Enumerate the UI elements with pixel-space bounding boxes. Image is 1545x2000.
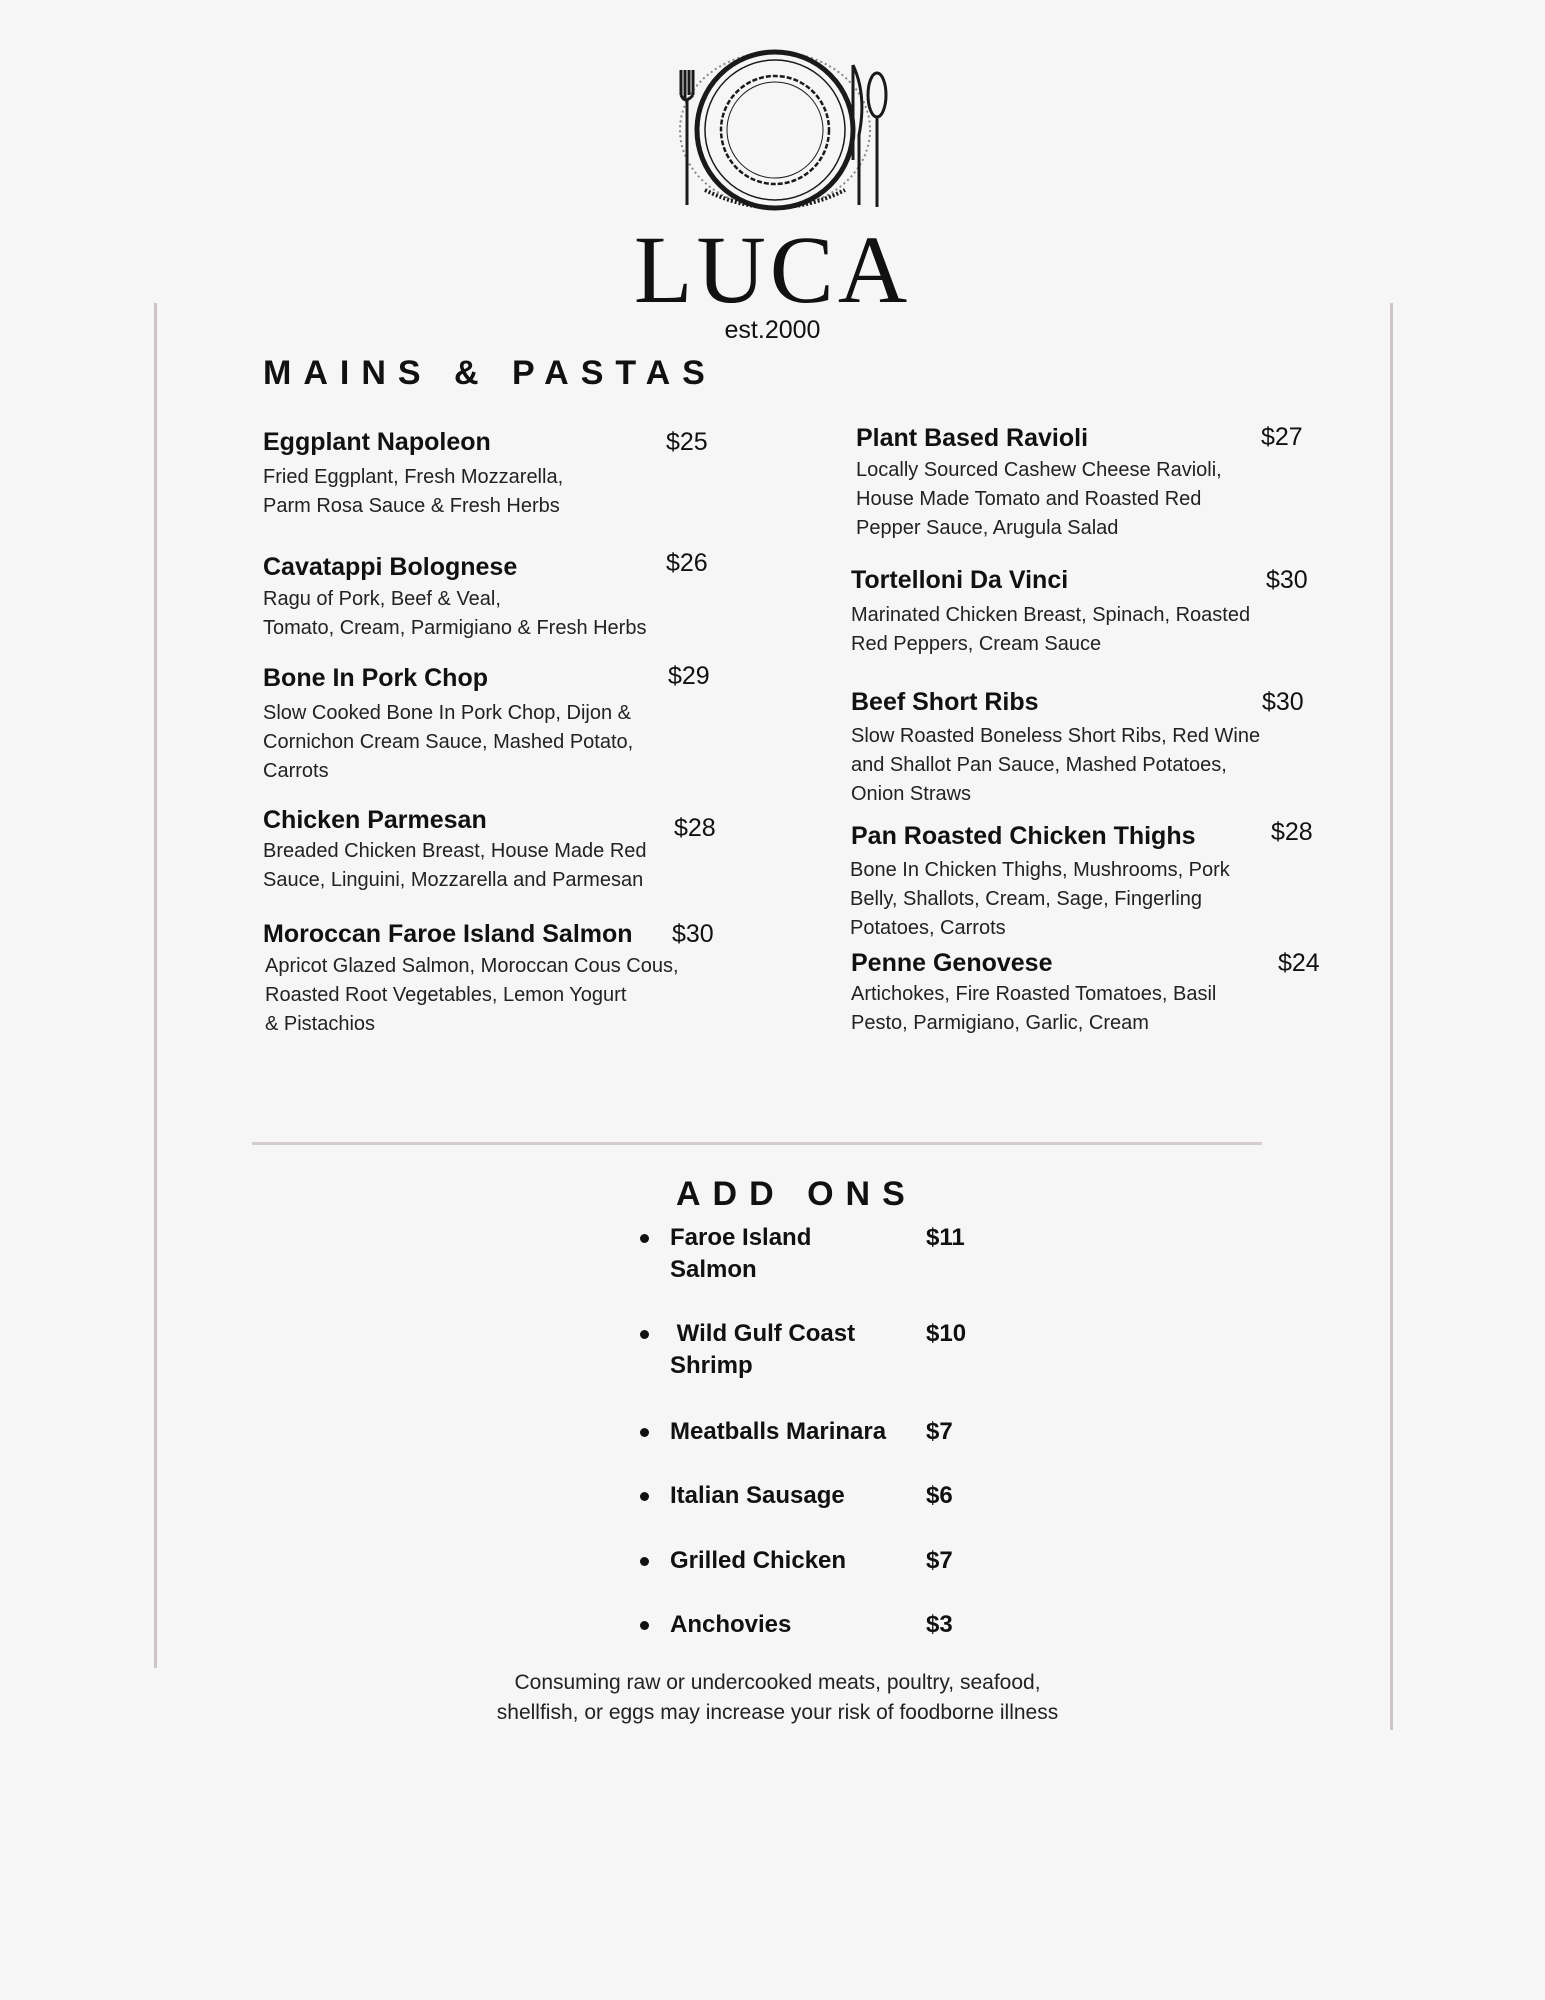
menu-item-description: Ragu of Pork, Beef & Veal, Tomato, Cream, Parmigiano & Fresh Herbs xyxy=(263,588,647,639)
menu-item-name: Chicken Parmesan xyxy=(263,806,487,834)
menu-item-price: $24 xyxy=(1278,949,1320,977)
menu-item-description: Bone In Chicken Thighs, Mushrooms, Pork Belly, Shallots, Cream, Sage, Fingerling Potatoes, Carrots xyxy=(850,859,1230,939)
addon-name: Meatballs Marinara xyxy=(670,1418,887,1445)
addons-title: ADD ONS xyxy=(676,1175,917,1213)
menu-item-description: Fried Eggplant, Fresh Mozzarella, Parm Rosa Sauce & Fresh Herbs xyxy=(263,466,564,517)
brand-name: LUCA xyxy=(633,216,912,323)
menu-item-price: $26 xyxy=(666,549,708,577)
menu-item-name: Tortelloni Da Vinci xyxy=(851,566,1069,594)
bullet-icon xyxy=(640,1330,649,1339)
section-divider xyxy=(252,1142,1262,1145)
menu-item-description: Locally Sourced Cashew Cheese Ravioli, House Made Tomato and Roasted Red Pepper Sauce, Arugula Salad xyxy=(856,459,1222,539)
addon-price: $7 xyxy=(926,1418,953,1445)
addon-name: Anchovies xyxy=(670,1611,792,1638)
menu-item-price: $28 xyxy=(1271,818,1313,846)
plate-cutlery-logo xyxy=(655,40,895,220)
bullet-icon xyxy=(640,1428,649,1437)
bullet-icon xyxy=(640,1234,649,1243)
addon-price: $10 xyxy=(926,1320,967,1347)
menu-item-name: Moroccan Faroe Island Salmon xyxy=(263,920,633,948)
menu-item-price: $30 xyxy=(672,920,714,948)
bullet-icon xyxy=(640,1492,649,1501)
mains-title: MAINS & PASTAS xyxy=(263,354,717,392)
menu-item-price: $25 xyxy=(666,428,708,456)
menu-item-name: Bone In Pork Chop xyxy=(263,664,488,692)
menu-item-description: Slow Cooked Bone In Pork Chop, Dijon & Cornichon Cream Sauce, Mashed Potato, Carrots xyxy=(263,702,634,782)
addon-item xyxy=(640,1545,1000,1615)
addon-item xyxy=(640,1416,1000,1486)
menu-item-price: $29 xyxy=(668,662,710,690)
addon-item xyxy=(640,1318,1000,1388)
menu-item-name: Pan Roasted Chicken Thighs xyxy=(851,822,1196,850)
menu-item-name: Plant Based Ravioli xyxy=(856,424,1089,452)
addon-name: Faroe Island Salmon xyxy=(670,1224,812,1283)
bullet-icon xyxy=(640,1557,649,1566)
bullet-icon xyxy=(640,1621,649,1630)
menu-item-name: Cavatappi Bolognese xyxy=(263,553,518,581)
health-disclaimer: Consuming raw or undercooked meats, poultry, seafood, shellfish, or eggs may increase your risk of foodborne illness xyxy=(496,1671,1059,1724)
menu-item-description: Apricot Glazed Salmon, Moroccan Cous Cous, Roasted Root Vegetables, Lemon Yogurt & Pistachios xyxy=(265,955,679,1035)
addon-name: Italian Sausage xyxy=(670,1482,845,1509)
addon-item xyxy=(640,1480,1000,1550)
addon-price: $7 xyxy=(926,1547,953,1574)
menu-item-description: Breaded Chicken Breast, House Made Red Sauce, Linguini, Mozzarella and Parmesan xyxy=(263,840,647,891)
menu-item-price: $27 xyxy=(1261,423,1303,451)
addon-price: $11 xyxy=(926,1224,965,1251)
menu-item-price: $30 xyxy=(1262,688,1304,716)
menu-item-name: Beef Short Ribs xyxy=(851,688,1039,716)
addon-name: Wild Gulf Coast Shrimp xyxy=(670,1320,862,1379)
menu-item-description: Slow Roasted Boneless Short Ribs, Red Wine and Shallot Pan Sauce, Mashed Potatoes, Onion Straws xyxy=(851,725,1261,805)
addon-item xyxy=(640,1222,1000,1292)
menu-item-name: Eggplant Napoleon xyxy=(263,428,491,456)
menu-item-name: Penne Genovese xyxy=(851,949,1053,977)
established-year: est.2000 xyxy=(724,316,821,344)
left-border-line xyxy=(154,303,157,1668)
addon-price: $6 xyxy=(926,1482,953,1509)
right-border-line xyxy=(1390,303,1393,1730)
addon-price: $3 xyxy=(926,1611,953,1638)
menu-item-description: Marinated Chicken Breast, Spinach, Roasted Red Peppers, Cream Sauce xyxy=(851,604,1251,655)
menu-item-price: $28 xyxy=(674,814,716,842)
menu-item-description: Artichokes, Fire Roasted Tomatoes, Basil Pesto, Parmigiano, Garlic, Cream xyxy=(851,983,1217,1034)
menu-item-price: $30 xyxy=(1266,566,1308,594)
addon-name: Grilled Chicken xyxy=(670,1547,847,1574)
